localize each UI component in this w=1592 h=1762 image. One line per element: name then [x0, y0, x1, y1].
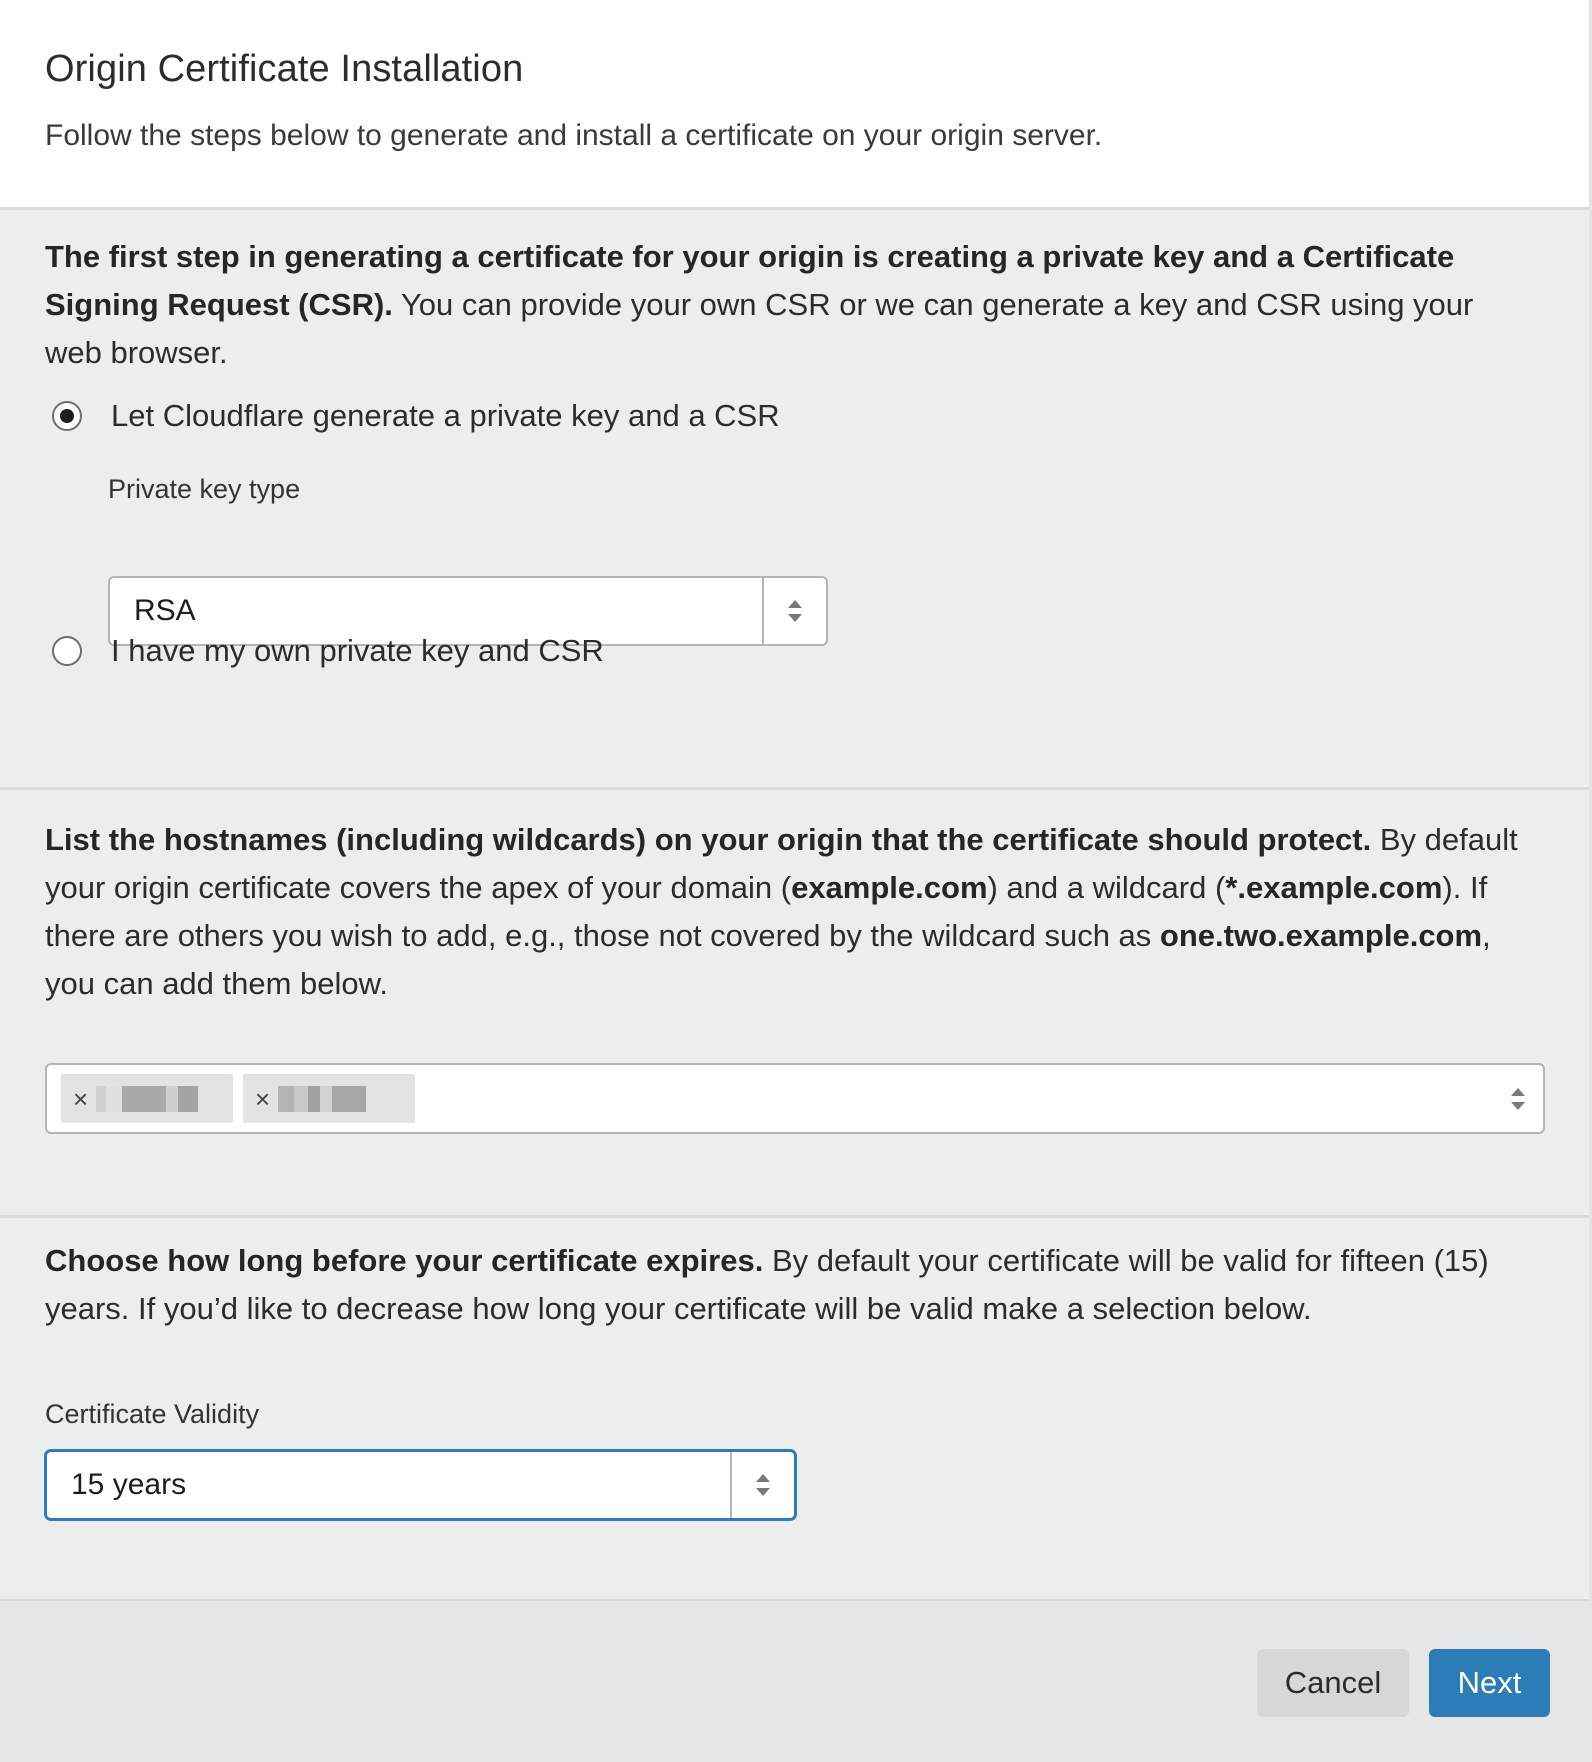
dialog-title: Origin Certificate Installation	[45, 48, 524, 90]
redacted-hostname	[278, 1086, 366, 1112]
radio-own-key-label[interactable]: I have my own private key and CSR	[111, 633, 604, 668]
remove-tag-icon[interactable]: ×	[73, 1083, 89, 1114]
validity-description-rest: By default your certificate will be valid for fifteen (15) years. If you’d like to decrease how long your certificate will be valid make a selection below.	[45, 1243, 1489, 1326]
hostnames-description-bold: List the hostnames (including wildcards) on your origin that the certificate should protect.	[45, 822, 1372, 857]
hostname-tag	[61, 1074, 233, 1123]
certificate-validity-select[interactable]	[45, 1450, 796, 1520]
cancel-button[interactable]: Cancel	[1257, 1649, 1409, 1717]
private-key-section	[0, 207, 1589, 788]
nested-example: one.two.example.com	[1159, 918, 1483, 953]
dialog-footer	[0, 1599, 1589, 1762]
private-key-type-label: Private key type	[108, 474, 301, 504]
certificate-validity-value: 15 years	[71, 1468, 187, 1501]
validity-section	[0, 1215, 1589, 1600]
select-chevrons-icon	[730, 1452, 794, 1518]
apex-example: example.com	[791, 870, 988, 905]
next-button[interactable]: Next	[1429, 1649, 1550, 1717]
private-key-description-rest: You can provide your own CSR or we can generate a key and CSR using your web browser.	[45, 287, 1474, 370]
select-chevrons-icon	[762, 578, 826, 644]
private-key-description	[45, 233, 1529, 377]
radio-selected-dot	[60, 409, 74, 423]
hostnames-section	[0, 787, 1589, 1216]
dialog-header	[0, 0, 1589, 208]
radio-generate-key-control[interactable]	[52, 401, 82, 431]
radio-generate-key-label[interactable]: Let Cloudflare generate a private key and a CSR	[111, 398, 780, 433]
radio-own-key[interactable]	[52, 633, 604, 669]
remove-tag-icon[interactable]: ×	[255, 1083, 271, 1114]
dialog-subtitle: Follow the steps below to generate and install a certificate on your origin server.	[45, 119, 1103, 152]
private-key-type-value: RSA	[134, 594, 196, 627]
radio-generate-key[interactable]	[52, 398, 780, 434]
redacted-hostname	[96, 1086, 198, 1112]
certificate-validity-label: Certificate Validity	[45, 1399, 260, 1429]
private-key-description-bold: The first step in generating a certificate for your origin is creating a private key and a Certificate Signing Request (CSR).	[45, 239, 1455, 322]
hostnames-description	[45, 816, 1529, 1008]
hostnames-tag-input[interactable]	[45, 1063, 1545, 1134]
select-chevrons-icon	[1511, 1088, 1525, 1110]
validity-description-bold: Choose how long before your certificate expires.	[45, 1243, 764, 1278]
validity-description	[45, 1237, 1529, 1333]
wildcard-example: *.example.com	[1225, 870, 1443, 905]
hostnames-description-text: ). If there are others you wish to add, e.g., those not covered by the wildcard such as	[45, 870, 1488, 953]
radio-own-key-control[interactable]	[52, 636, 82, 666]
hostnames-description-text: , you can add them below.	[45, 918, 1491, 1001]
hostnames-description-text: ) and a wildcard (	[987, 870, 1226, 905]
hostnames-description-text: By default your origin certificate covers the apex of your domain (	[45, 822, 1518, 905]
hostname-tag	[243, 1074, 415, 1123]
